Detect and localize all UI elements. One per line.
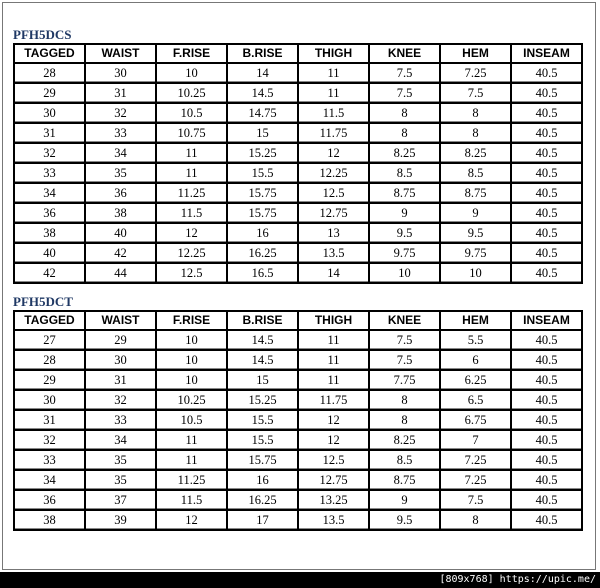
table-cell: 15.25 [227, 390, 298, 410]
table-cell: 40.5 [511, 450, 582, 470]
column-header: WAIST [85, 311, 156, 330]
table-cell: 40.5 [511, 370, 582, 390]
table-row [14, 490, 582, 510]
table-cell: 29 [14, 370, 85, 390]
table-cell: 8.5 [369, 163, 440, 183]
table-cell: 30 [85, 63, 156, 83]
table-cell: 40.5 [511, 243, 582, 263]
table-cell: 12 [298, 143, 369, 163]
table-cell: 40.5 [511, 470, 582, 490]
table-cell: 14.5 [227, 350, 298, 370]
table-cell: 16.5 [227, 263, 298, 283]
column-header: HEM [440, 44, 511, 63]
table-cell: 33 [85, 123, 156, 143]
table-cell: 16 [227, 223, 298, 243]
table-cell: 7.75 [369, 370, 440, 390]
table-cell: 12 [156, 223, 227, 243]
column-header: TAGGED [14, 44, 85, 63]
table-cell: 14 [298, 263, 369, 283]
table-cell: 42 [14, 263, 85, 283]
table-cell: 11 [298, 350, 369, 370]
table-cell: 31 [85, 83, 156, 103]
table-cell: 11.75 [298, 390, 369, 410]
table-row [14, 203, 582, 223]
table-cell: 15.5 [227, 410, 298, 430]
table-cell: 8 [440, 510, 511, 530]
table-cell: 14.75 [227, 103, 298, 123]
size-table-section [13, 27, 583, 284]
table-cell: 7 [440, 430, 511, 450]
column-header: TAGGED [14, 311, 85, 330]
table-cell: 40.5 [511, 63, 582, 83]
table-cell: 8.75 [369, 183, 440, 203]
table-cell: 9.5 [369, 510, 440, 530]
table-cell: 8 [369, 103, 440, 123]
table-cell: 38 [85, 203, 156, 223]
table-cell: 15 [227, 370, 298, 390]
table-cell: 9 [440, 203, 511, 223]
table-cell: 12.5 [298, 183, 369, 203]
table-body [14, 63, 582, 283]
table-row [14, 263, 582, 283]
table-cell: 34 [85, 143, 156, 163]
table-row [14, 223, 582, 243]
column-header: B.RISE [227, 44, 298, 63]
table-row [14, 330, 582, 350]
table-cell: 11.25 [156, 183, 227, 203]
table-cell: 34 [85, 430, 156, 450]
table-cell: 9 [369, 490, 440, 510]
table-cell: 10 [156, 330, 227, 350]
table-cell: 12.5 [156, 263, 227, 283]
table-cell: 7.5 [369, 350, 440, 370]
table-cell: 40.5 [511, 163, 582, 183]
table-cell: 10.25 [156, 83, 227, 103]
table-cell: 7.25 [440, 450, 511, 470]
table-cell: 15.75 [227, 203, 298, 223]
table-cell: 40.5 [511, 143, 582, 163]
table-cell: 40 [85, 223, 156, 243]
column-header: WAIST [85, 44, 156, 63]
table-cell: 10 [156, 63, 227, 83]
table-cell: 32 [14, 143, 85, 163]
table-cell: 38 [14, 510, 85, 530]
table-title: PFH5DCS [13, 27, 72, 42]
table-cell: 6 [440, 350, 511, 370]
table-row [14, 390, 582, 410]
table-cell: 8 [440, 103, 511, 123]
table-cell: 7.5 [369, 83, 440, 103]
table-cell: 40.5 [511, 223, 582, 243]
table-cell: 8 [369, 390, 440, 410]
table-cell: 11 [298, 83, 369, 103]
table-cell: 8.5 [369, 450, 440, 470]
table-cell: 16.25 [227, 490, 298, 510]
table-cell: 5.5 [440, 330, 511, 350]
table-cell: 9.75 [440, 243, 511, 263]
column-header: B.RISE [227, 311, 298, 330]
column-header: KNEE [369, 311, 440, 330]
table-cell: 12.5 [298, 450, 369, 470]
column-header: THIGH [298, 44, 369, 63]
table-row [14, 510, 582, 530]
table-cell: 39 [85, 510, 156, 530]
header-row [14, 44, 582, 63]
table-cell: 31 [14, 123, 85, 143]
column-header: F.RISE [156, 44, 227, 63]
table-cell: 8.25 [369, 143, 440, 163]
table-cell: 16.25 [227, 243, 298, 263]
size-table-section [13, 294, 583, 531]
table-cell: 29 [85, 330, 156, 350]
table-body [14, 330, 582, 530]
table-cell: 30 [14, 390, 85, 410]
table-row [14, 370, 582, 390]
table-cell: 10.5 [156, 410, 227, 430]
table-cell: 14.5 [227, 330, 298, 350]
table-cell: 8 [369, 410, 440, 430]
table-title: PFH5DCT [13, 294, 73, 309]
table-cell: 6.75 [440, 410, 511, 430]
column-header: F.RISE [156, 311, 227, 330]
table-cell: 40.5 [511, 350, 582, 370]
table-cell: 35 [85, 450, 156, 470]
table-row [14, 83, 582, 103]
table-cell: 7.25 [440, 63, 511, 83]
table-cell: 8.75 [440, 183, 511, 203]
table-row [14, 183, 582, 203]
table-cell: 17 [227, 510, 298, 530]
column-header: HEM [440, 311, 511, 330]
table-cell: 9 [369, 203, 440, 223]
table-cell: 11 [156, 430, 227, 450]
table-cell: 6.25 [440, 370, 511, 390]
table-cell: 36 [14, 203, 85, 223]
table-cell: 12.75 [298, 203, 369, 223]
table-cell: 10.5 [156, 103, 227, 123]
table-cell: 42 [85, 243, 156, 263]
table-cell: 30 [85, 350, 156, 370]
table-cell: 10 [156, 370, 227, 390]
table-cell: 44 [85, 263, 156, 283]
table-cell: 11 [298, 330, 369, 350]
column-header: KNEE [369, 44, 440, 63]
document-frame [2, 2, 596, 570]
table-cell: 9.75 [369, 243, 440, 263]
table-cell: 13.25 [298, 490, 369, 510]
column-header: INSEAM [511, 311, 582, 330]
table-cell: 40.5 [511, 330, 582, 350]
table-cell: 28 [14, 350, 85, 370]
table-cell: 11.75 [298, 123, 369, 143]
table-row [14, 243, 582, 263]
table-cell: 11 [156, 163, 227, 183]
table-cell: 10 [369, 263, 440, 283]
table-cell: 32 [14, 430, 85, 450]
table-cell: 8.75 [369, 470, 440, 490]
table-cell: 12 [298, 410, 369, 430]
table-cell: 15.25 [227, 143, 298, 163]
table-cell: 11.5 [298, 103, 369, 123]
table-cell: 37 [85, 490, 156, 510]
table-cell: 10 [156, 350, 227, 370]
table-cell: 11 [156, 143, 227, 163]
size-table [13, 43, 583, 284]
table-cell: 7.5 [369, 330, 440, 350]
table-cell: 40.5 [511, 203, 582, 223]
table-cell: 11 [298, 370, 369, 390]
table-cell: 27 [14, 330, 85, 350]
table-cell: 34 [14, 183, 85, 203]
table-cell: 13.5 [298, 510, 369, 530]
table-cell: 31 [14, 410, 85, 430]
table-cell: 40.5 [511, 410, 582, 430]
table-cell: 10.75 [156, 123, 227, 143]
table-cell: 12.75 [298, 470, 369, 490]
table-cell: 11 [156, 450, 227, 470]
table-cell: 40.5 [511, 510, 582, 530]
table-cell: 7.5 [440, 83, 511, 103]
table-cell: 35 [85, 163, 156, 183]
table-cell: 7.25 [440, 470, 511, 490]
table-cell: 40.5 [511, 263, 582, 283]
table-cell: 12.25 [156, 243, 227, 263]
table-row [14, 163, 582, 183]
table-cell: 13.5 [298, 243, 369, 263]
table-cell: 40.5 [511, 490, 582, 510]
table-cell: 29 [14, 83, 85, 103]
table-cell: 36 [14, 490, 85, 510]
table-cell: 32 [85, 103, 156, 123]
table-cell: 10.25 [156, 390, 227, 410]
table-cell: 35 [85, 470, 156, 490]
table-cell: 36 [85, 183, 156, 203]
table-cell: 8 [440, 123, 511, 143]
table-cell: 11 [298, 63, 369, 83]
table-cell: 33 [85, 410, 156, 430]
table-cell: 40.5 [511, 123, 582, 143]
table-cell: 28 [14, 63, 85, 83]
column-header: THIGH [298, 311, 369, 330]
table-cell: 14.5 [227, 83, 298, 103]
table-row [14, 410, 582, 430]
image-host-footer: [809x768] https://upic.me/ [0, 572, 600, 588]
table-row [14, 470, 582, 490]
table-cell: 16 [227, 470, 298, 490]
table-cell: 38 [14, 223, 85, 243]
table-cell: 30 [14, 103, 85, 123]
table-row [14, 63, 582, 83]
table-cell: 11.5 [156, 490, 227, 510]
table-cell: 7.5 [440, 490, 511, 510]
table-cell: 40.5 [511, 183, 582, 203]
column-header: INSEAM [511, 44, 582, 63]
table-cell: 40.5 [511, 430, 582, 450]
table-cell: 33 [14, 163, 85, 183]
table-cell: 40 [14, 243, 85, 263]
table-cell: 6.5 [440, 390, 511, 410]
table-cell: 32 [85, 390, 156, 410]
table-row [14, 350, 582, 370]
table-cell: 9.5 [440, 223, 511, 243]
table-row [14, 430, 582, 450]
table-row [14, 450, 582, 470]
table-row [14, 123, 582, 143]
table-cell: 12.25 [298, 163, 369, 183]
table-cell: 13 [298, 223, 369, 243]
table-cell: 40.5 [511, 83, 582, 103]
table-cell: 8.25 [369, 430, 440, 450]
table-cell: 15.75 [227, 183, 298, 203]
table-cell: 14 [227, 63, 298, 83]
table-cell: 8.25 [440, 143, 511, 163]
table-cell: 33 [14, 450, 85, 470]
table-row [14, 103, 582, 123]
table-cell: 12 [156, 510, 227, 530]
table-cell: 31 [85, 370, 156, 390]
table-cell: 12 [298, 430, 369, 450]
table-cell: 11.5 [156, 203, 227, 223]
table-cell: 15.5 [227, 430, 298, 450]
table-cell: 15.75 [227, 450, 298, 470]
table-cell: 40.5 [511, 390, 582, 410]
table-cell: 34 [14, 470, 85, 490]
size-table [13, 310, 583, 531]
table-cell: 15.5 [227, 163, 298, 183]
table-cell: 8.5 [440, 163, 511, 183]
table-row [14, 143, 582, 163]
table-cell: 8 [369, 123, 440, 143]
table-cell: 9.5 [369, 223, 440, 243]
table-cell: 40.5 [511, 103, 582, 123]
table-cell: 7.5 [369, 63, 440, 83]
table-cell: 10 [440, 263, 511, 283]
table-cell: 11.25 [156, 470, 227, 490]
table-cell: 15 [227, 123, 298, 143]
header-row [14, 311, 582, 330]
